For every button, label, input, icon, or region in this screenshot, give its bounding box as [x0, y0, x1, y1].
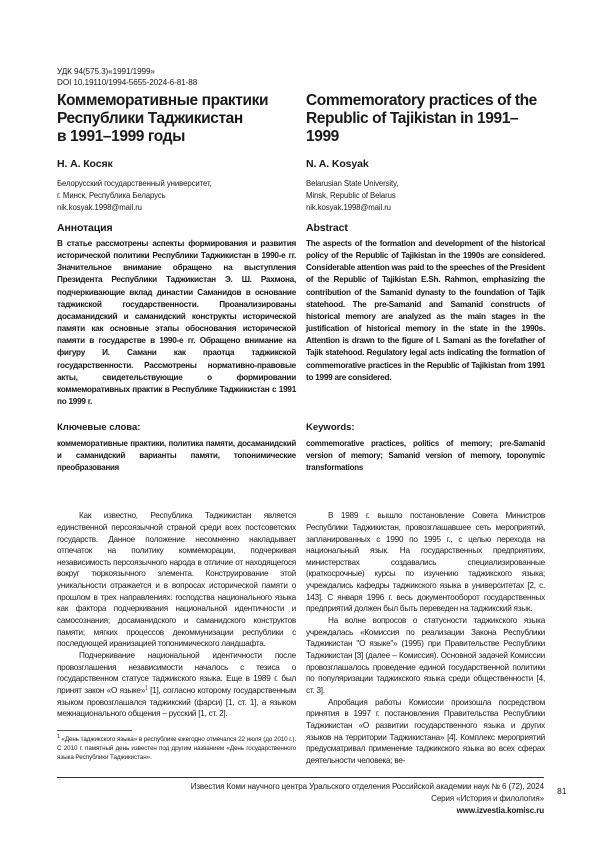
keywords-row	[57, 422, 545, 474]
en-email[interactable]: nik.kosyak.1998@mail.ru	[306, 202, 545, 214]
ru-affiliation	[57, 178, 296, 220]
udk-code: УДК 94(575.3)«1991/1999»	[57, 66, 545, 77]
footnote-ref[interactable]: 1	[145, 685, 148, 691]
body-paragraph	[57, 650, 296, 720]
en-title-line: Republic of Tajikistan in 1991–1999	[306, 110, 545, 146]
en-title-line: Commemoratory practices of the	[306, 92, 545, 110]
ru-abstract: В статье рассмотрены аспекты формирования и развития исторической политики Республики Таджикистан в 1990-е гг. Значительное внимание обращено на выступления Президента Республики Таджикистан Э. Ш. Рахмона, подчеркивающие вклад династии Саманидов в основание таджикской государственности. Проанализированы досаманидский и саманидский конструкты исторической памяти как основные этапы обоснования исторической памяти в государстве в 1990-е гг. Обращено внимание на фигуру И. Самани как праотца таджикской государственности. Рассмотрены нормативно-правовые акты, свидетельствующие о формировании коммеморативных практик в Республике Таджикистан с 1991 по 1999 г.	[57, 238, 296, 408]
journal-series: Серия «История и филология»	[57, 793, 544, 805]
ru-affiliation-line: г. Минск, Республика Беларусь	[57, 190, 296, 202]
footnote-mark: 1	[57, 734, 60, 740]
ru-keywords-heading: Ключевые слова:	[57, 422, 296, 433]
body-text: Подчеркивание национальной идентичности после провозглашения независимости началось с тезиса о государственном статусе таджикского языка. Еще в 1989 г. был принят закон «О языке»	[57, 651, 296, 695]
header-row	[57, 88, 545, 408]
ru-abstract-heading: Аннотация	[57, 222, 296, 234]
page-number: 81	[557, 786, 566, 796]
article-page	[0, 0, 600, 837]
ru-keywords: коммеморативные практики, политика памяти, досаманидский и саманидский варианты памяти, топонимические преобразования	[57, 438, 296, 474]
article-meta	[57, 66, 545, 88]
en-keywords: commemorative practices, politics of memory; pre-Samanid version of memory; Samanid version of memory, toponymic transformations	[306, 438, 545, 474]
en-affiliation-line: Belarusian State University,	[306, 178, 545, 190]
ru-author: Н. А. Косяк	[57, 158, 296, 170]
ru-title-line: в 1991–1999 годы	[57, 128, 296, 146]
ru-title	[57, 92, 296, 146]
en-keywords-block	[306, 422, 545, 474]
journal-url[interactable]: www.izvestia.komisc.ru	[57, 805, 544, 817]
en-keywords-heading: Keywords:	[306, 422, 545, 433]
journal-footer	[57, 777, 544, 817]
body-paragraph: Апробация работы Комиссии произошла посредством принятия в 1997 г. постановления Правительства Республики Таджикистан «О развитии государственного языка и других языков на территории Таджикистана» [4]. Комплекс мероприятий предусматривал применение таджикского языка во всех сферах деятельности человека; ве-	[306, 697, 545, 767]
en-affiliation-line: Minsk, Republic of Belarus	[306, 190, 545, 202]
journal-name: Известия Коми научного центра Уральского отделения Российской академии наук № 6 (72), 2024	[57, 781, 544, 793]
body-paragraph: На волне вопросов о статусности таджикского языка учреждалась «Комиссия по реализации Закона Республики Таджикистан "О языке"» (1995) при Правительстве Республики Таджикистан [3] (далее – Комиссия). Основной задачей Комиссии провозглашалось проведение единой государственной политики по популяризации таджикского языка среди общественности [4, ст. 3].	[306, 615, 545, 697]
ru-header	[57, 88, 296, 408]
body-paragraph: Как известно, Республика Таджикистан является единственной персоязычной страной среди всех постсоветских государств. Данное положение несомненно накладывает отпечаток на политику коммеморации, подчеркивая независимость персоязычного народа в отличие от находящегося вокруг тюркоязычного элемента. Конструирование этой уникальности отражается и в вопросах исторической памяти о прошлом в трех направлениях: господства национального языка как фактора подчеркивания национальной идентичности и самосознания; досаманидского и саманидского конструктов памяти; мягких процессов декоммунизации республики с последующей иранизацией топонимического ландшафта.	[57, 510, 296, 650]
ru-affiliation-line: Белорусский государственный университет,	[57, 178, 296, 190]
footnote-divider	[57, 730, 132, 731]
en-abstract: The aspects of the formation and development of the historical policy of the Republic of Tajikistan in the 1990s are considered. Considerable attention was paid to the speeches of the President of the Republic of Tajikistan E.Sh. Rahmon, emphasizing the contribution of the Samanid dynasty to the foundation of Tajik statehood. The pre-Samanid and Samanid constructs of historical memory are analyzed as the main stages in the justification of historical memory in the state in the 1990s. Attention is drawn to the figure of I. Samani as the forefather of Tajik statehood. Regulatory legal acts indicating the formation of commemorative practices in the Republic of Tajikistan from 1991 to 1999 are considered.	[306, 238, 545, 384]
ru-title-line: Коммеморативные практики	[57, 92, 296, 110]
footnote-text: «День таджикского языка» в республике ежегодно отмечался 22 июля (до 2010 г.). С 2010 г. памятный день известен под другим названием «День государственного языка Республики Таджикистан».	[57, 736, 296, 761]
en-affiliation	[306, 178, 545, 220]
en-title	[306, 92, 545, 146]
body-left-text	[57, 510, 296, 720]
en-header	[306, 88, 545, 408]
body-text: [1], согласно которому государственным языком провозглашался таджикский (фарси) [1, ст. 1], а языком межнационального общения – русский [1, ст. 2].	[57, 686, 296, 718]
body-paragraph: В 1989 г. вышло постановление Совета Министров Республики Таджикистан, провозглашавшее сеть мероприятий, запланированных с 1990 по 1995 г., с целью перехода на национальный язык. На государственных предприятиях, министерствах создавались специализированные (краткосрочные) курсы по изучению таджикского языка; учреждались кафедры таджикского языка в университетах [2, с. 143]. С января 1996 г. весь документооборот государственных предприятий должен был быть переведен на таджикский язык.	[306, 510, 545, 615]
journal-footer-text	[57, 781, 544, 817]
en-author: N. A. Kosyak	[306, 158, 545, 170]
ru-keywords-block	[57, 422, 296, 474]
body-row	[57, 510, 545, 766]
body-right-column	[306, 510, 545, 766]
body-left-column	[57, 510, 296, 766]
en-abstract-heading: Abstract	[306, 222, 545, 234]
ru-email[interactable]: nik.kosyak.1998@mail.ru	[57, 202, 296, 214]
doi: DOI 10.19110/1994-5655-2024-6-81-88	[57, 77, 545, 88]
ru-title-line: Республики Таджикистан	[57, 110, 296, 128]
footnote	[57, 735, 296, 762]
